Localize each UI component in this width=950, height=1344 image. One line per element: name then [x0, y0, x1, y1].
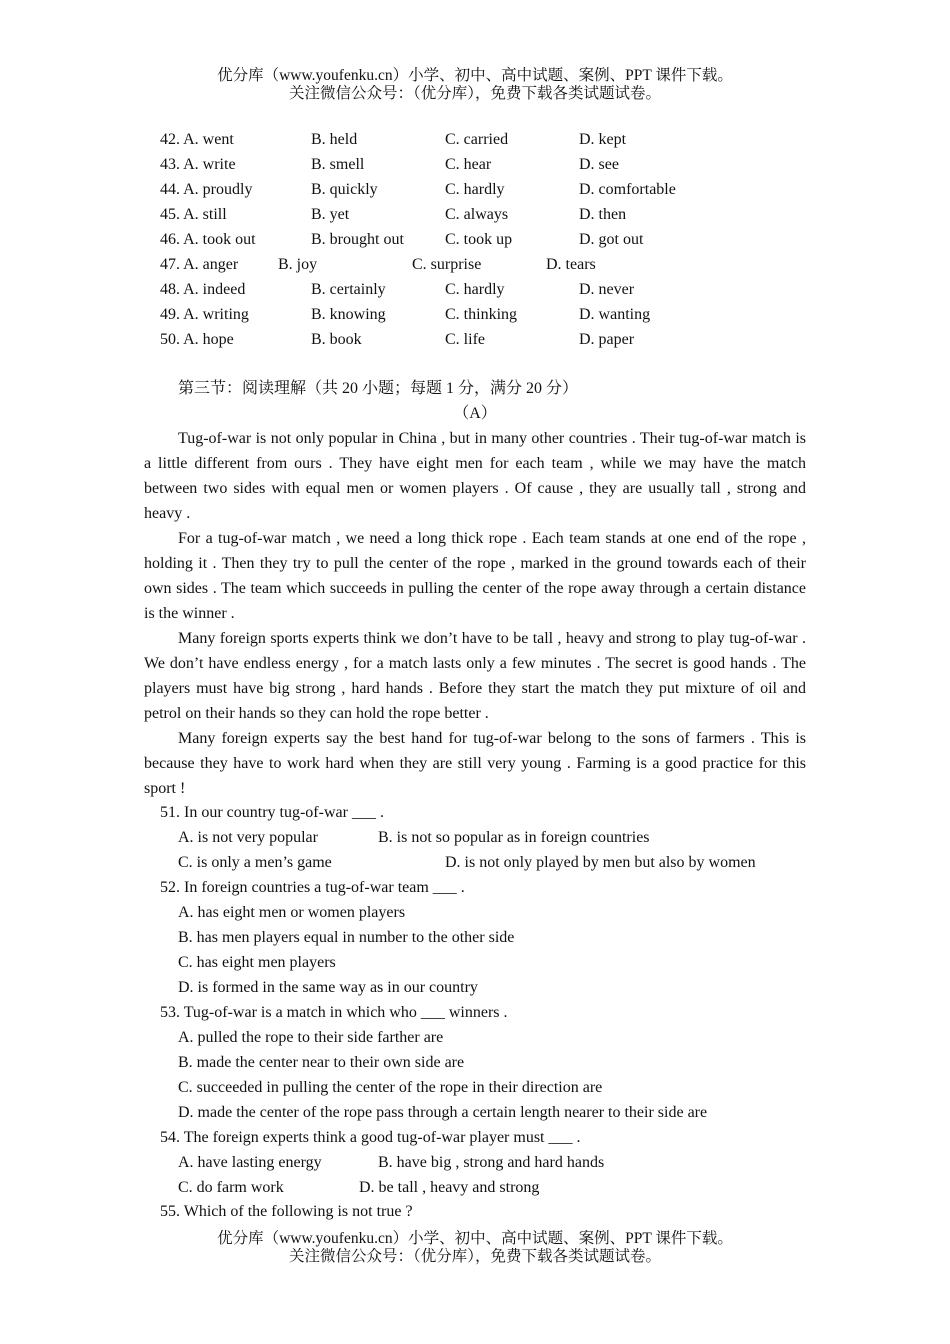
option-d: D. paper — [579, 331, 635, 348]
question-55: 55. Which of the following is not true ? — [160, 1203, 413, 1220]
footer-line-1: 优分库（www.youfenku.cn）小学、初中、高中试题、案例、PPT 课件下载。 — [217, 1230, 733, 1247]
option-c: C. life — [445, 331, 485, 348]
choice-51-c: C. is only a men’s game — [178, 854, 332, 871]
choice-54-b: B. have big , strong and hard hands — [378, 1154, 605, 1171]
option-a: 46. A. took out — [160, 231, 256, 248]
option-b: B. knowing — [311, 306, 386, 323]
option-c: C. carried — [445, 131, 509, 148]
option-d: D. wanting — [579, 306, 651, 323]
option-a: 49. A. writing — [160, 306, 249, 323]
option-c: C. surprise — [412, 256, 482, 273]
header-line-2: 关注微信公众号：（优分库），免费下载各类试题试卷。 — [288, 85, 661, 102]
option-d: D. tears — [546, 256, 596, 273]
option-b: B. certainly — [311, 281, 386, 298]
option-c: C. thinking — [445, 306, 518, 323]
option-c: C. hardly — [445, 181, 505, 198]
choice-54-a: A. have lasting energy — [178, 1154, 322, 1171]
page-footer — [0, 1230, 950, 1266]
option-b: B. yet — [311, 206, 350, 223]
option-b: B. held — [311, 131, 358, 148]
option-b: B. joy — [278, 256, 318, 273]
choice-54-c: C. do farm work — [178, 1179, 284, 1196]
option-a: 47. A. anger — [160, 256, 239, 273]
passage-paragraph-4: Many foreign experts say the best hand for tug-of-war belong to the sons of farmers . This is because they have to work hard when they are still very young . Farming is a good practice for this sport ! — [144, 730, 806, 797]
passage-paragraph-2: For a tug-of-war match , we need a long thick rope . Each team stands at one end of the rope , holding it . Then they try to pull the center of the rope , marked in the ground towards each of their own sides . The team which succeeds in pulling the center of the rope away through a certain distance is the winner . — [144, 530, 806, 622]
choice-52-c: C. has eight men players — [178, 954, 336, 971]
choice-53-d: D. made the center of the rope pass through a certain length nearer to their side are — [178, 1104, 708, 1121]
option-c: C. took up — [445, 231, 513, 248]
question-51: 51. In our country tug-of-war ___ . — [160, 804, 384, 821]
option-d: D. comfortable — [579, 181, 676, 198]
option-d: D. see — [579, 156, 619, 173]
choice-53-b: B. made the center near to their own side are — [178, 1054, 465, 1071]
choice-53-a: A. pulled the rope to their side farther are — [178, 1029, 444, 1046]
choice-52-d: D. is formed in the same way as in our country — [178, 979, 478, 996]
option-a: 42. A. went — [160, 131, 234, 148]
passage-paragraph-3: Many foreign sports experts think we don’t have to be tall , heavy and strong to play tug-of-war . We don’t have endless energy , for a match lasts only a few minutes . The secret is good hands . The players must have big strong , hard hands . Before they start the match they put mixture of oil and petrol on their hands so they can hold the rope better . — [144, 630, 806, 722]
footer-line-2: 关注微信公众号：（优分库），免费下载各类试题试卷。 — [288, 1248, 661, 1265]
section-title: 第三节：阅读理解（共 20 小题；每题 1 分，满分 20 分） — [178, 380, 579, 397]
choice-51-b: B. is not so popular as in foreign countries — [378, 829, 650, 846]
choice-52-a: A. has eight men or women players — [178, 904, 406, 921]
option-d: D. then — [579, 206, 627, 223]
passage-paragraph-1: Tug-of-war is not only popular in China , but in many other countries . Their tug-of-war match is a little different from ours . They have eight men for each team , while we may have the match between two sides with equal men or women players . Of cause , they are usually tall , strong and heavy . — [144, 430, 806, 522]
choice-53-c: C. succeeded in pulling the center of the rope in their direction are — [178, 1079, 603, 1096]
option-c: C. hardly — [445, 281, 505, 298]
option-a: 48. A. indeed — [160, 281, 246, 298]
option-a: 43. A. write — [160, 156, 236, 173]
choice-51-a: A. is not very popular — [178, 829, 318, 846]
page-header — [0, 67, 950, 103]
option-d: D. got out — [579, 231, 644, 248]
option-b: B. book — [311, 331, 362, 348]
option-d: D. kept — [579, 131, 627, 148]
passage-label: （A） — [453, 405, 497, 422]
question-53: 53. Tug-of-war is a match in which who ___ winners . — [160, 1004, 508, 1021]
option-c: C. hear — [445, 156, 492, 173]
option-b: B. quickly — [311, 181, 378, 198]
option-b: B. brought out — [311, 231, 404, 248]
question-54: 54. The foreign experts think a good tug-of-war player must ___ . — [160, 1129, 581, 1146]
header-line-1: 优分库（www.youfenku.cn）小学、初中、高中试题、案例、PPT 课件下载。 — [217, 67, 733, 84]
option-a: 45. A. still — [160, 206, 227, 223]
option-c: C. always — [445, 206, 509, 223]
option-b: B. smell — [311, 156, 365, 173]
choice-51-d: D. is not only played by men but also by women — [445, 854, 756, 871]
option-a: 44. A. proudly — [160, 181, 253, 198]
choice-52-b: B. has men players equal in number to the other side — [178, 929, 515, 946]
choice-54-d: D. be tall , heavy and strong — [359, 1179, 540, 1196]
option-a: 50. A. hope — [160, 331, 234, 348]
option-d: D. never — [579, 281, 635, 298]
question-52: 52. In foreign countries a tug-of-war team ___ . — [160, 879, 465, 896]
